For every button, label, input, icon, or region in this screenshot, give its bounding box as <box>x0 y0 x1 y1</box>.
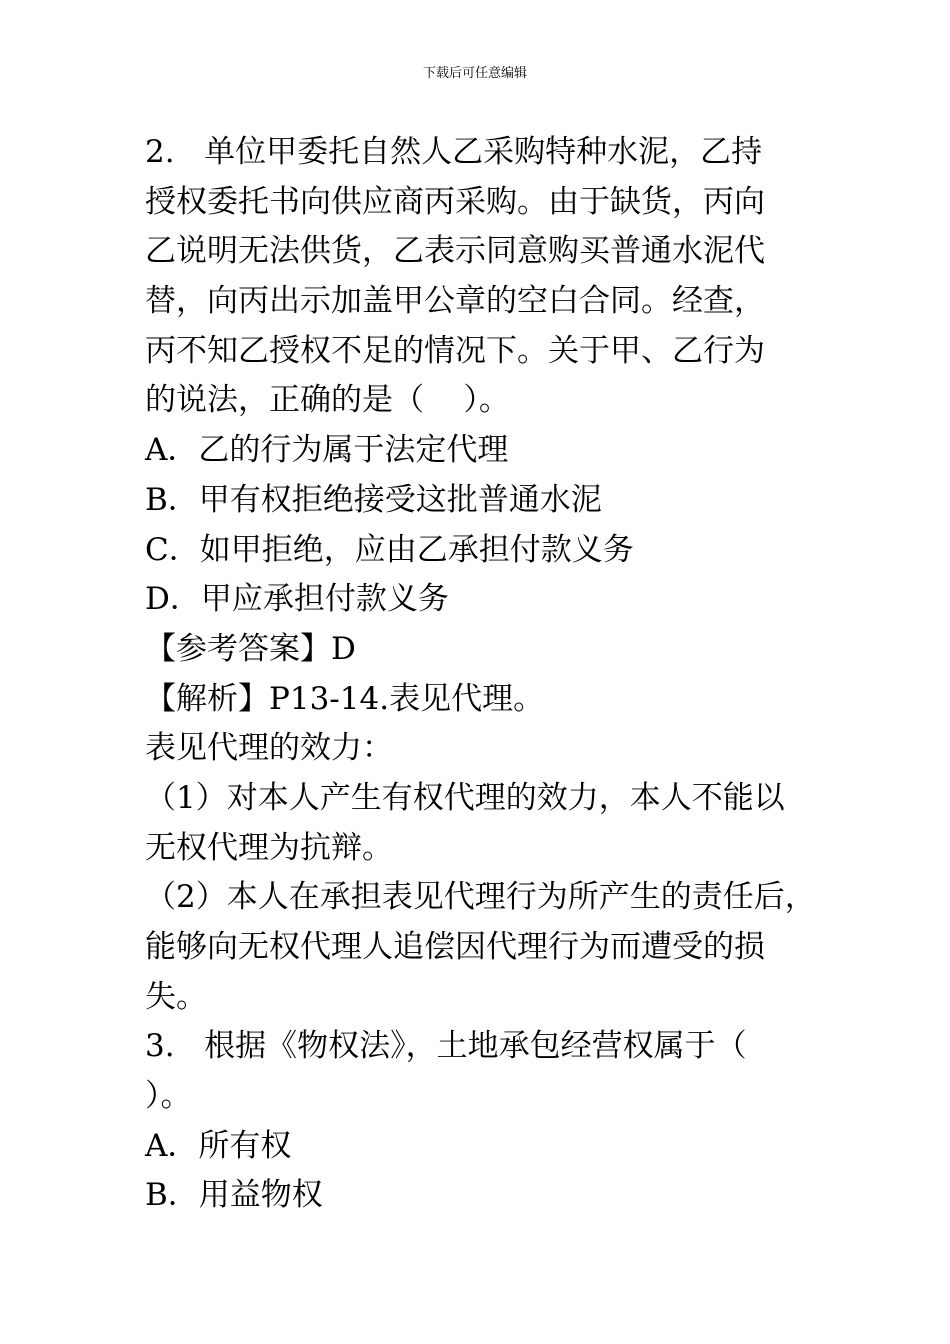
effect-line: （2）本人在承担表见代理行为所产生的责任后， <box>145 879 816 916</box>
effect-line: 失。 <box>145 978 207 1015</box>
question-2-line: 丙不知乙授权不足的情况下。关于甲、乙行为 <box>145 332 765 369</box>
question-3-line: 3. 根据《物权法》，土地承包经营权属于（ <box>145 1028 747 1065</box>
question-2-line: 的说法，正确的是（ ）。 <box>145 382 510 419</box>
analysis: 【解析】P13-14.表见代理。 <box>145 680 545 717</box>
question-2-line: 替，向丙出示加盖甲公章的空白合同。经查， <box>145 283 765 320</box>
question-2-line: 2. 单位甲委托自然人乙采购特种水泥，乙持 <box>145 134 763 170</box>
question-2-line: 授权委托书向供应商丙采购。由于缺货，丙向 <box>145 183 765 220</box>
question-3-option-a: A．所有权 <box>145 1127 292 1164</box>
question-3 <box>145 1022 835 1221</box>
page-header: 下载后可任意编辑 <box>422 66 527 81</box>
question-2-line: 乙说明无法供货，乙表示同意购买普通水泥代 <box>145 233 765 270</box>
question-2-option-d: D．甲应承担付款义务 <box>145 581 449 618</box>
question-2-option-c: C．如甲拒绝，应由乙承担付款义务 <box>145 531 634 568</box>
question-2-option-b: B．甲有权拒绝接受这批普通水泥 <box>145 481 602 518</box>
effect-line: （1）对本人产生有权代理的效力，本人不能以 <box>145 779 785 816</box>
effect-line: 能够向无权代理人追偿因代理行为而遭受的损 <box>145 929 765 965</box>
document-body <box>145 128 835 1221</box>
reference-answer: 【参考答案】D <box>145 630 356 667</box>
question-2 <box>145 128 835 1022</box>
question-2-option-a: A．乙的行为属于法定代理 <box>145 432 509 469</box>
question-3-option-b: B．用益物权 <box>145 1177 323 1214</box>
effect-title: 表见代理的效力： <box>145 730 393 767</box>
effect-line: 无权代理为抗辩。 <box>145 829 393 866</box>
question-3-line: ）。 <box>145 1078 192 1115</box>
